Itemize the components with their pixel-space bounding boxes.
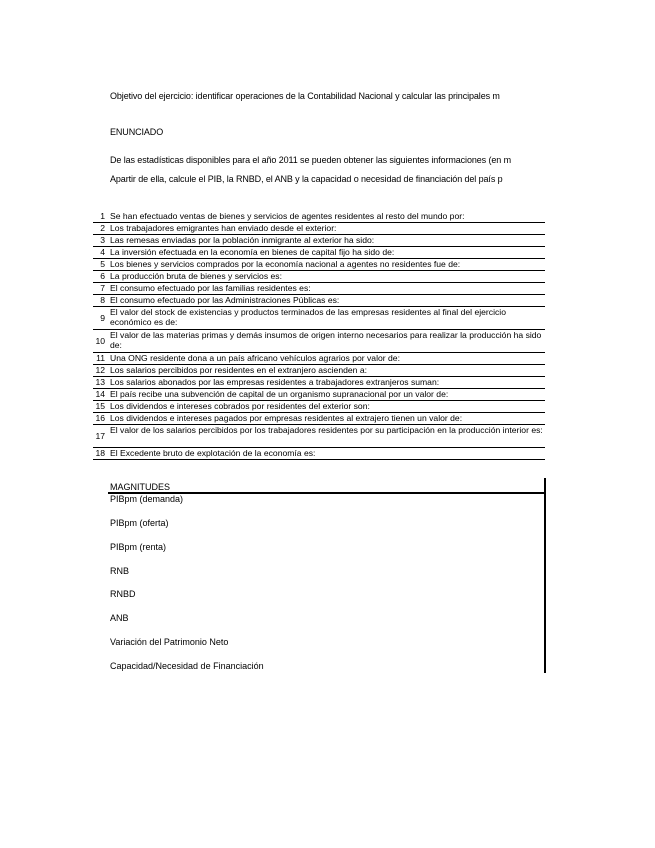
row-number: 18 bbox=[95, 448, 105, 458]
table-row bbox=[93, 448, 545, 460]
row-number: 7 bbox=[100, 283, 105, 293]
section-title: ENUNCIADO bbox=[110, 127, 164, 137]
intro-line-2: Apartir de ella, calcule el PIB, la RNBD, el ANB y la capacidad o necesidad de financiación del país p bbox=[110, 174, 503, 184]
row-text: El valor del stock de existencias y productos terminados de las empresas residentes al final del ejercicio económico es de: bbox=[110, 307, 506, 327]
table-row bbox=[93, 211, 545, 223]
row-number: 11 bbox=[96, 353, 105, 363]
magnitude-rnbd: RNBD bbox=[110, 589, 136, 599]
row-number: 5 bbox=[100, 259, 105, 269]
table-row bbox=[93, 307, 545, 330]
table-row bbox=[93, 247, 545, 259]
table-row bbox=[93, 295, 545, 307]
table-row bbox=[93, 425, 545, 448]
row-text: Los salarios percibidos por residentes en el extranjero ascienden a: bbox=[110, 365, 368, 375]
table-row bbox=[93, 353, 545, 365]
row-number: 15 bbox=[95, 401, 105, 411]
row-text: La producción bruta de bienes y servicios es: bbox=[110, 271, 282, 281]
table-row bbox=[93, 283, 545, 295]
row-number: 13 bbox=[95, 377, 105, 387]
magnitude-capacidad-financiacion: Capacidad/Necesidad de Financiación bbox=[110, 661, 264, 671]
row-text: El Excedente bruto de explotación de la economía es: bbox=[110, 448, 316, 458]
row-number: 9 bbox=[100, 313, 105, 323]
table-row bbox=[93, 271, 545, 283]
row-number: 14 bbox=[95, 389, 105, 399]
table-row bbox=[93, 223, 545, 235]
objective-text: Objetivo del ejercicio: identificar operaciones de la Contabilidad Nacional y calcular las principales m bbox=[110, 91, 500, 101]
statement-table bbox=[93, 211, 545, 460]
magnitudes-title: MAGNITUDES bbox=[110, 482, 171, 492]
table-row bbox=[93, 365, 545, 377]
magnitude-pibpm-oferta: PIBpm (oferta) bbox=[110, 518, 169, 528]
row-number: 10 bbox=[95, 336, 105, 346]
row-text: El país recibe una subvención de capital de un organismo supranacional por un valor de: bbox=[110, 389, 449, 399]
magnitude-variacion-patrimonio: Variación del Patrimonio Neto bbox=[110, 637, 229, 647]
magnitude-anb: ANB bbox=[110, 613, 129, 623]
table-row bbox=[93, 259, 545, 271]
row-text: Los dividendos e intereses cobrados por residentes del exterior son: bbox=[110, 401, 370, 411]
row-text: El valor de los salarios percibidos por los trabajadores residentes por su participación en la producción interior es: bbox=[110, 425, 543, 435]
table-row bbox=[93, 330, 545, 353]
table-row bbox=[93, 377, 545, 389]
row-number: 17 bbox=[95, 431, 105, 441]
row-text: Las remesas enviadas por la población inmigrante al exterior ha sido: bbox=[110, 235, 375, 245]
table-row bbox=[93, 389, 545, 401]
row-text: El valor de las materias primas y demás insumos de origen interno necesarios para realizar la producción ha sido de: bbox=[110, 330, 542, 350]
row-number: 16 bbox=[95, 413, 105, 423]
row-number: 6 bbox=[100, 271, 105, 281]
table-row bbox=[93, 235, 545, 247]
row-number: 4 bbox=[100, 247, 105, 257]
row-number: 8 bbox=[100, 295, 105, 305]
row-text: Se han efectuado ventas de bienes y servicios de agentes residentes al resto del mundo por: bbox=[110, 211, 465, 221]
table-row bbox=[93, 413, 545, 425]
row-text: Los salarios abonados por las empresas residentes a trabajadores extranjeros suman: bbox=[110, 377, 440, 387]
magnitudes-border bbox=[544, 478, 546, 673]
row-text: El consumo efectuado por las familias residentes es: bbox=[110, 283, 311, 293]
row-number: 1 bbox=[100, 211, 105, 221]
row-text: Una ONG residente dona a un país africano vehículos agrarios por valor de: bbox=[110, 353, 400, 363]
row-text: Los trabajadores emigrantes han enviado desde el exterior: bbox=[110, 223, 337, 233]
row-number: 3 bbox=[100, 235, 105, 245]
magnitude-rnb: RNB bbox=[110, 566, 130, 576]
row-text: Los bienes y servicios comprados por la economía nacional a agentes no residentes fue de: bbox=[110, 259, 461, 269]
table-row bbox=[93, 401, 545, 413]
row-text: El consumo efectuado por las Administraciones Públicas es: bbox=[110, 295, 340, 305]
row-number: 2 bbox=[100, 223, 105, 233]
row-number: 12 bbox=[95, 365, 105, 375]
row-text: Los dividendos e intereses pagados por empresas residentes al extrajero tienen un valor de: bbox=[110, 413, 463, 423]
intro-line-1: De las estadísticas disponibles para el año 2011 se pueden obtener las siguientes informaciones (en m bbox=[110, 155, 511, 165]
row-text: La inversión efectuada en la economía en bienes de capital fijo ha sido de: bbox=[110, 247, 395, 257]
magnitude-pibpm-renta: PIBpm (renta) bbox=[110, 542, 167, 552]
magnitude-pibpm-demanda: PIBpm (demanda) bbox=[110, 494, 184, 504]
